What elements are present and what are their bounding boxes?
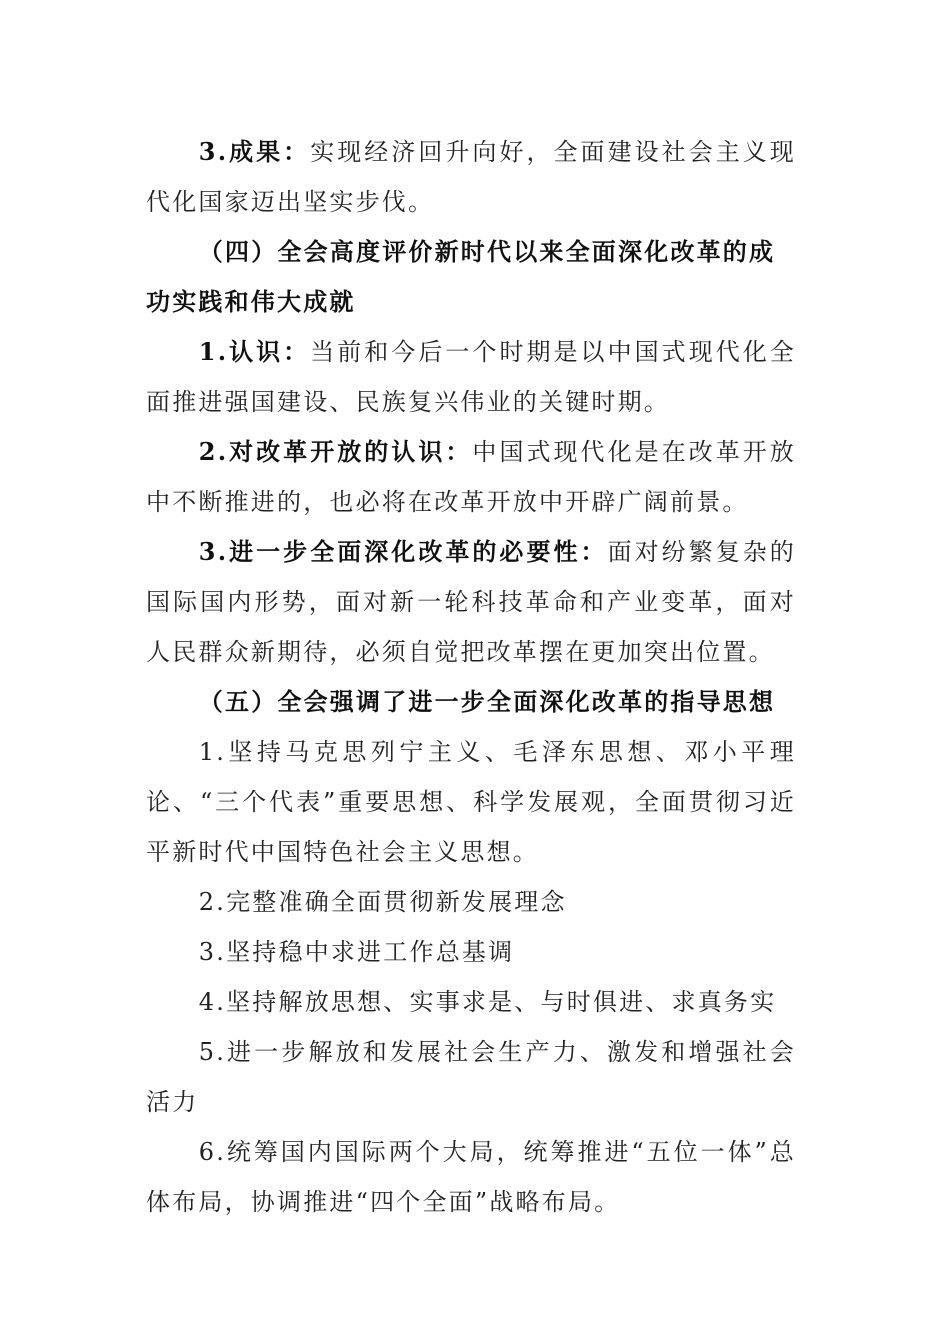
- list-item-3: 3.坚持稳中求进工作总基调: [198, 938, 515, 966]
- list-item-5: 5.进一步解放和发展社会生产力、激发和增强社会活力: [146, 1038, 796, 1116]
- paragraph-recognition: [146, 327, 796, 427]
- list-item-6: 6.统筹国内国际两个大局，统筹推进“五位一体”总体布局，协调推进“四个全面”战略布局。: [146, 1138, 796, 1216]
- paragraph-necessity: [146, 527, 796, 677]
- section-heading-4: （四）全会高度评价新时代以来全面深化改革的成功实践和伟大成就: [146, 237, 776, 316]
- paragraph-text: 面对纷繁复杂的国际国内形势，面对新一轮科技革命和产业变革，面对人民群众新期待，必须自觉把改革摆在更加突出位置。: [146, 538, 796, 666]
- list-item-2: 2.完整准确全面贯彻新发展理念: [198, 888, 567, 916]
- document-body: [146, 127, 796, 1227]
- list-item-4: 4.坚持解放思想、实事求是、与时俱进、求真务实: [198, 988, 777, 1016]
- paragraph-text: 中国式现代化是在改革开放中不断推进的，也必将在改革开放中开辟广阔前景。: [146, 438, 796, 516]
- paragraph-text: 实现经济回升向好，全面建设社会主义现代化国家迈出坚实步伐。: [146, 138, 796, 216]
- paragraph-lead: 3.进一步全面深化改革的必要性：: [198, 537, 608, 566]
- paragraph-lead: 3.成果：: [198, 137, 311, 166]
- paragraph-lead: 2.对改革开放的认识：: [198, 437, 473, 466]
- paragraph-achievement: [146, 127, 796, 227]
- paragraph-text: 当前和今后一个时期是以中国式现代化全面推进强国建设、民族复兴伟业的关键时期。: [146, 338, 796, 416]
- paragraph-lead: 1.认识：: [198, 337, 311, 366]
- section-heading-5: （五）全会强调了进一步全面深化改革的指导思想: [198, 687, 776, 716]
- list-item-1: 1.坚持马克思列宁主义、毛泽东思想、邓小平理论、“三个代表”重要思想、科学发展观，全面贯彻习近平新时代中国特色社会主义思想。: [146, 738, 796, 866]
- paragraph-reform-recognition: [146, 427, 796, 527]
